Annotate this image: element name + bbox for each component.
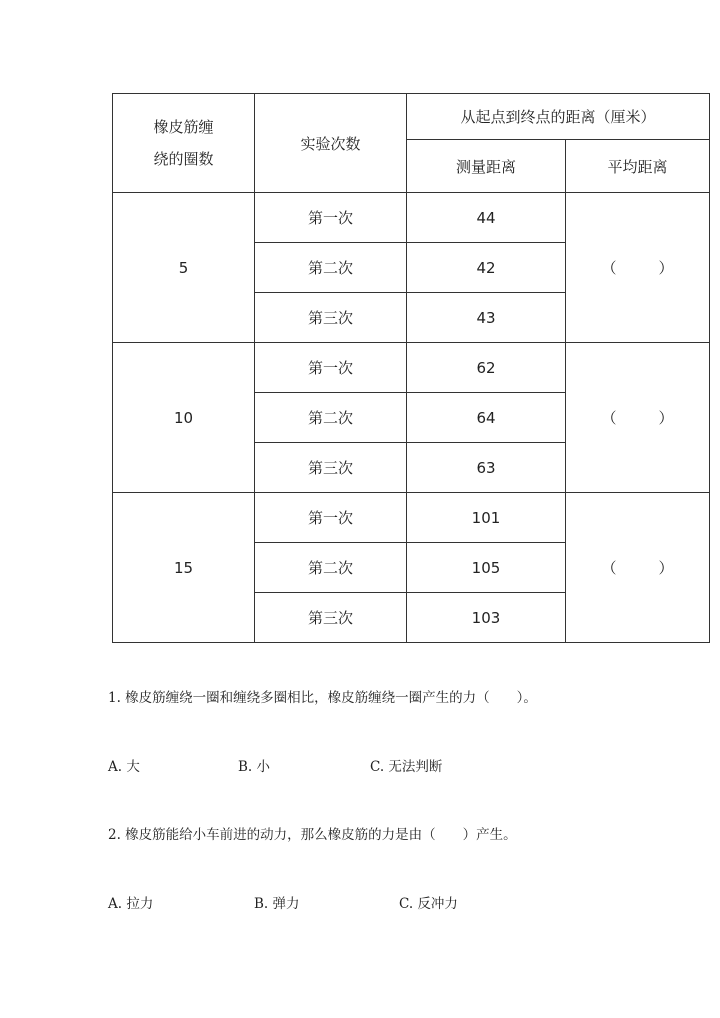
trial-cell: 第二次 [255, 393, 407, 443]
trial-cell: 第二次 [255, 543, 407, 593]
question-2-option-a[interactable]: A. 拉力 [108, 896, 154, 912]
distance-cell: 64 [407, 393, 566, 443]
experiment-table [112, 93, 710, 643]
paren-open: （ [601, 409, 617, 427]
table-row [113, 193, 710, 243]
question-2: 2. 橡皮筋能给小车前进的动力，那么橡皮筋的力是由（ ）产生。 [108, 827, 517, 843]
question-2-option-c[interactable]: C. 反冲力 [399, 896, 458, 912]
distance-cell: 101 [407, 493, 566, 543]
turns-cell: 10 [113, 343, 255, 493]
header-measured: 测量距离 [407, 140, 566, 193]
trial-cell: 第三次 [255, 593, 407, 643]
trial-cell: 第三次 [255, 443, 407, 493]
trial-cell: 第二次 [255, 243, 407, 293]
blank-parentheses [602, 557, 674, 578]
distance-cell: 42 [407, 243, 566, 293]
question-2-option-b[interactable]: B. 弹力 [254, 896, 300, 912]
turns-cell: 15 [113, 493, 255, 643]
trial-cell: 第一次 [255, 343, 407, 393]
distance-cell: 44 [407, 193, 566, 243]
trial-cell: 第一次 [255, 193, 407, 243]
blank-parentheses [602, 257, 674, 278]
header-turns [113, 94, 255, 193]
paren-close: ） [658, 409, 674, 427]
question-1-option-b[interactable]: B. 小 [238, 759, 271, 775]
question-1-option-c[interactable]: C. 无法判断 [370, 759, 443, 775]
paren-close: ） [658, 559, 674, 577]
paren-open: （ [601, 559, 617, 577]
average-blank[interactable] [566, 193, 710, 343]
paren-open: （ [601, 259, 617, 277]
table-row [113, 493, 710, 543]
question-1: 1. 橡皮筋缠绕一圈和缠绕多圈相比，橡皮筋缠绕一圈产生的力（ ）。 [108, 690, 537, 706]
paren-close: ） [658, 259, 674, 277]
header-turns-line2: 绕的圈数 [153, 150, 214, 168]
average-blank[interactable] [566, 343, 710, 493]
average-blank[interactable] [566, 493, 710, 643]
question-1-option-a[interactable]: A. 大 [108, 759, 140, 775]
blank-parentheses [602, 407, 674, 428]
distance-cell: 105 [407, 543, 566, 593]
distance-cell: 63 [407, 443, 566, 493]
table-row [113, 343, 710, 393]
turns-cell: 5 [113, 193, 255, 343]
distance-cell: 62 [407, 343, 566, 393]
header-turns-line1: 橡皮筋缠 [153, 118, 214, 136]
header-trial: 实验次数 [255, 94, 407, 193]
trial-cell: 第一次 [255, 493, 407, 543]
distance-cell: 43 [407, 293, 566, 343]
trial-cell: 第三次 [255, 293, 407, 343]
header-distance-group: 从起点到终点的距离（厘米） [407, 94, 710, 140]
distance-cell: 103 [407, 593, 566, 643]
header-average: 平均距离 [566, 140, 710, 193]
